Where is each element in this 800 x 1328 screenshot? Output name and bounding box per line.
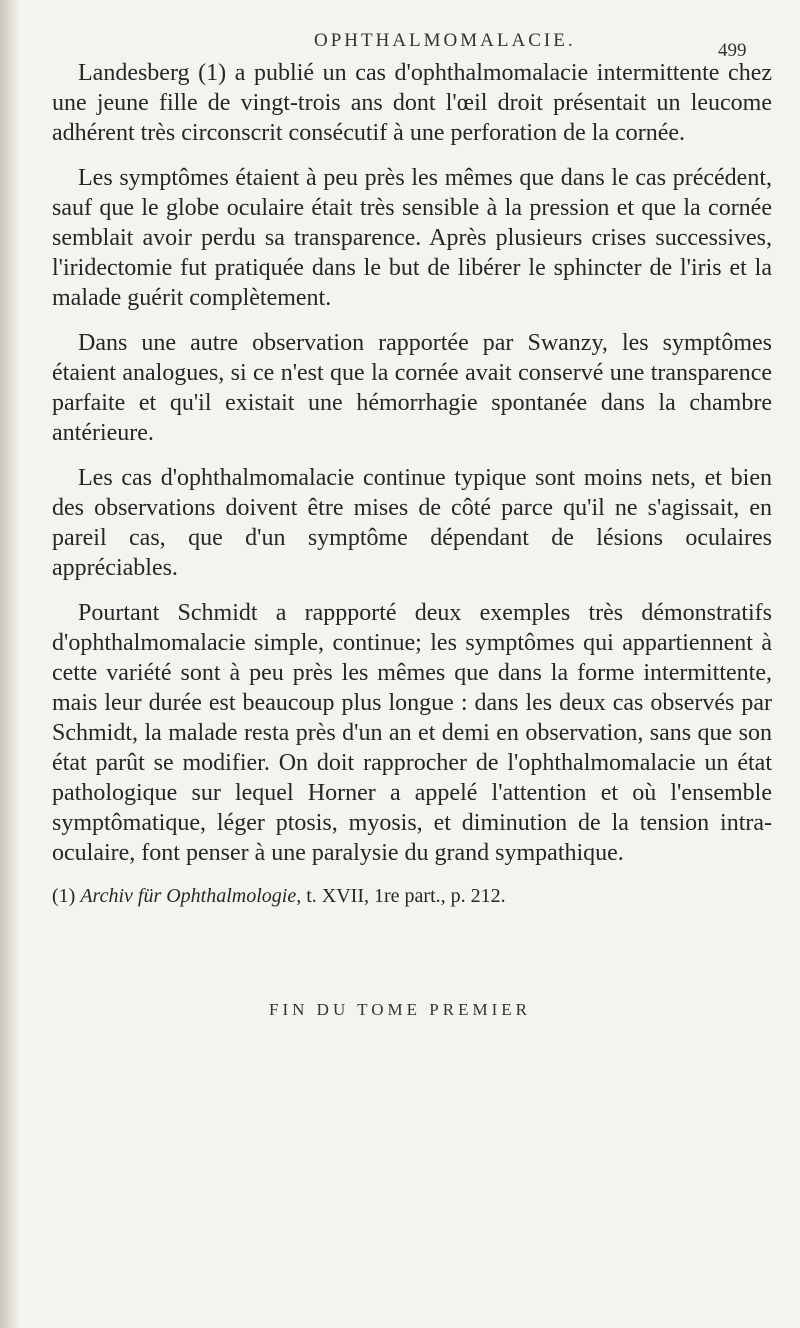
paragraph-swanzy: Dans une autre observation rapportée par Swanzy, les symptômes étaient analogues, si ce n'est que la cornée avait conservé une transparence parfaite et qu'il existait une hémorrhagie spontanée dans la chambre antérieure. <box>52 330 772 446</box>
end-of-volume-mark: FIN DU TOME PREMIER <box>269 1000 531 1019</box>
paragraph-schmidt: Pourtant Schmidt a rappporté deux exemples très démonstratifs d'ophthalmomalacie simple, continue; les symptômes qui appartiennent à cette variété sont à peu près les mêmes que dans la forme intermittente, mais leur durée est beaucoup plus longue : dans les deux cas observés par Schmidt, la malade resta près d'un an et demi en observation, sans que son état parût se modifier. On doit rapprocher de l'ophthalmomalacie un état pathologique sur lequel Horner a appelé l'attention et où l'ensemble symptômatique, léger ptosis, myosis, et diminution de la tension intra-oculaire, font penser à une paralysie du grand sympathique. <box>52 600 772 866</box>
running-title: OPHTHALMOMALACIE. <box>314 30 576 51</box>
footnote-source-title: Archiv für Ophthalmologie <box>80 885 297 907</box>
footnote <box>52 883 772 909</box>
body-text <box>52 58 772 909</box>
paragraph-landesberg: Landesberg (1) a publié un cas d'ophthalmomalacie intermittente chez une jeune fille de vingt-trois ans dont l'œil droit présentait un leucome adhérent très circonscrit consécutif à une perforation de la cornée. <box>52 60 772 146</box>
footnote-marker: (1) <box>52 885 76 907</box>
page-number: 499 <box>718 40 747 61</box>
page-binding-edge <box>0 0 18 1328</box>
paragraph-continuous-cases: Les cas d'ophthalmomalacie continue typique sont moins nets, et bien des observations doivent être mises de côté parce qu'il ne s'agissait, en pareil cas, que d'un symptôme dépendant de lésions oculaires appréciables. <box>52 465 772 581</box>
paragraph-symptoms: Les symptômes étaient à peu près les mêmes que dans le cas précédent, sauf que le globe oculaire était très sensible à la pression et que la cornée semblait avoir perdu sa transparence. Après plusieurs crises successives, l'iridectomie fut pratiquée dans le but de libérer le sphincter de l'iris et la malade guérit complètement. <box>52 165 772 311</box>
footnote-details: , t. XVII, 1re part., p. 212. <box>296 885 506 907</box>
